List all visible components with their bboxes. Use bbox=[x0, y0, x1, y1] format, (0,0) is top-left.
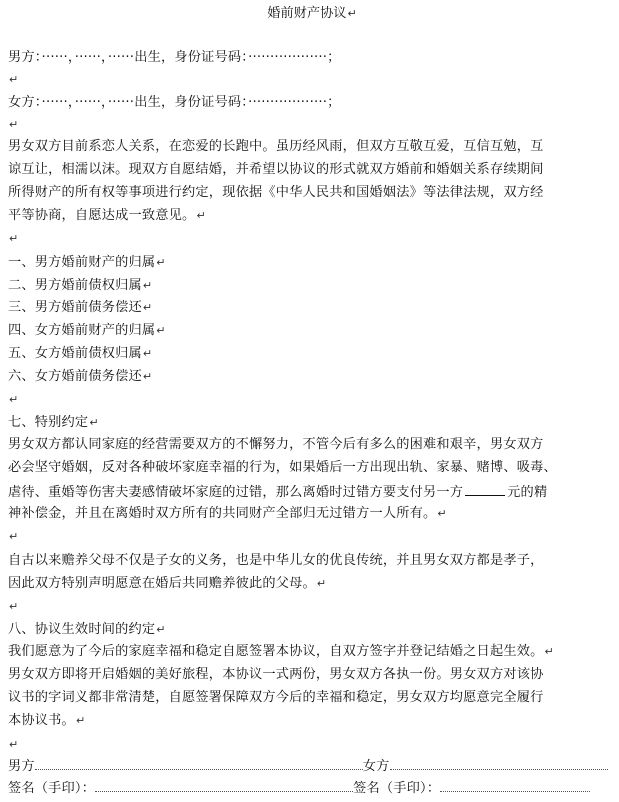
blank-line bbox=[8, 117, 18, 133]
section-heading bbox=[8, 278, 152, 294]
title-text: 婚前财产协议 bbox=[267, 6, 347, 21]
parents-line bbox=[8, 553, 544, 569]
special-heading-text: 七、特别约定 bbox=[8, 415, 89, 430]
male-party-text: 男方：······，······，······出生，身份证号码：··················； bbox=[8, 50, 341, 65]
male-signature-label: 男方 bbox=[8, 759, 35, 774]
paragraph-mark-icon: ↵ bbox=[89, 416, 99, 429]
compensation-amount-blank[interactable] bbox=[465, 483, 505, 496]
blank-line bbox=[8, 599, 18, 615]
paragraph-mark-icon: ↵ bbox=[347, 7, 357, 20]
paragraph-mark-icon: ↵ bbox=[9, 232, 19, 245]
male-sign-label: 签名（手印）： bbox=[8, 781, 96, 796]
section-text: 五、女方婚前债权归属 bbox=[8, 346, 142, 361]
section-heading bbox=[8, 369, 152, 385]
special-heading bbox=[8, 415, 99, 431]
effective-line bbox=[8, 690, 544, 706]
male-party-line bbox=[8, 50, 341, 66]
intro-text: 谅互让，相濡以沫。现双方自愿结婚，并希望以协议的形式就双方婚前和婚姻关系存续期间 bbox=[8, 162, 544, 177]
intro-line bbox=[8, 139, 544, 155]
effective-line bbox=[8, 644, 554, 660]
paragraph-mark-icon: ↵ bbox=[9, 393, 19, 406]
intro-line bbox=[8, 162, 544, 178]
special-text: 虐待、重婚等伤害夫妻感情破坏家庭的过错，那么离婚时过错方要支付另一方 bbox=[8, 485, 464, 500]
signature-row-names bbox=[8, 759, 608, 775]
intro-line bbox=[8, 185, 544, 201]
section-text: 六、女方婚前债务偿还 bbox=[8, 369, 142, 384]
paragraph-mark-icon: ↵ bbox=[156, 324, 166, 337]
special-text: 神补偿金，并且在离婚时双方所有的共同财产全部归无过错方一人所有。 bbox=[8, 506, 437, 521]
parents-line bbox=[8, 576, 326, 592]
paragraph-mark-icon: ↵ bbox=[9, 118, 19, 131]
paragraph-mark-icon: ↵ bbox=[9, 530, 19, 543]
intro-text: 男女双方目前系恋人关系，在恋爱的长跑中。虽历经风雨，但双方互敬互爱，互信互勉，互 bbox=[8, 139, 544, 154]
special-line bbox=[8, 437, 544, 453]
male-sign-field[interactable] bbox=[95, 781, 353, 792]
signature-row-marks bbox=[8, 781, 590, 797]
paragraph-mark-icon: ↵ bbox=[9, 73, 19, 86]
female-name-field[interactable] bbox=[390, 759, 608, 770]
paragraph-mark-icon: ↵ bbox=[9, 600, 19, 613]
special-line bbox=[8, 483, 547, 501]
section-text: 一、男方婚前财产的归属 bbox=[8, 255, 156, 270]
paragraph-mark-icon: ↵ bbox=[316, 577, 327, 590]
paragraph-mark-icon: ↵ bbox=[156, 623, 166, 636]
blank-line bbox=[8, 231, 18, 247]
paragraph-mark-icon: ↵ bbox=[544, 645, 554, 658]
paragraph-mark-icon: ↵ bbox=[196, 209, 206, 222]
effective-text: 我们愿意为了今后的家庭幸福和稳定自愿签署本协议，自双方签字并登记结婚之日起生效。 bbox=[8, 644, 544, 659]
effective-line bbox=[8, 713, 85, 729]
paragraph-mark-icon: ↵ bbox=[75, 714, 86, 727]
blank-line bbox=[8, 529, 18, 545]
section-heading bbox=[8, 300, 152, 316]
parents-text: 自古以来赡养父母不仅是子女的义务，也是中华儿女的优良传统，并且男女双方都是孝子， bbox=[8, 553, 544, 568]
male-name-field[interactable] bbox=[35, 759, 363, 770]
effective-line bbox=[8, 667, 544, 683]
section-heading bbox=[8, 255, 166, 271]
effective-text: 议书的字词义都非常清楚，自愿签署保障双方今后的幸福和稳定，男女双方均愿意完全履行 bbox=[8, 690, 544, 705]
section-text: 三、男方婚前债务偿还 bbox=[8, 300, 142, 315]
effective-heading bbox=[8, 622, 166, 638]
paragraph-mark-icon: ↵ bbox=[142, 279, 153, 292]
female-signature-label: 女方 bbox=[362, 759, 390, 774]
paragraph-mark-icon: ↵ bbox=[142, 347, 153, 360]
section-text: 四、女方婚前财产的归属 bbox=[8, 323, 156, 338]
female-sign-label: 签名（手印）： bbox=[353, 781, 441, 796]
female-party-text: 女方：······，······，······出生，身份证号码：··················； bbox=[8, 95, 341, 110]
special-line bbox=[8, 506, 447, 522]
paragraph-mark-icon: ↵ bbox=[142, 370, 153, 383]
paragraph-mark-icon: ↵ bbox=[156, 256, 166, 269]
special-line bbox=[8, 460, 557, 476]
female-party-line bbox=[8, 95, 341, 111]
paragraph-mark-icon: ↵ bbox=[9, 738, 19, 751]
blank-line bbox=[8, 72, 18, 88]
section-heading bbox=[8, 346, 152, 362]
paragraph-mark-icon: ↵ bbox=[437, 507, 447, 520]
blank-line bbox=[8, 737, 18, 753]
special-text-suffix: 元的精 bbox=[507, 485, 548, 500]
blank-line bbox=[8, 392, 18, 408]
female-sign-field[interactable] bbox=[440, 781, 590, 792]
effective-text: 本协议书。 bbox=[8, 713, 75, 728]
intro-text: 平等协商，自愿达成一致意见。 bbox=[8, 208, 196, 223]
special-text: 男女双方都认同家庭的经营需要双方的不懈努力，不管今后有多么的困难和艰辛，男女双方 bbox=[8, 437, 544, 452]
document-title bbox=[8, 6, 616, 22]
intro-text: 所得财产的所有权等事项进行约定，现依据《中华人民共和国婚姻法》等法律法规，双方经 bbox=[8, 185, 544, 200]
intro-line bbox=[8, 208, 206, 224]
effective-heading-text: 八、协议生效时间的约定 bbox=[8, 622, 156, 637]
section-heading bbox=[8, 323, 166, 339]
parents-text: 因此双方特别声明愿意在婚后共同赡养彼此的父母。 bbox=[8, 576, 316, 591]
section-text: 二、男方婚前债权归属 bbox=[8, 278, 142, 293]
paragraph-mark-icon: ↵ bbox=[142, 301, 153, 314]
special-text: 必会坚守婚姻，反对各种破坏家庭幸福的行为，如果婚后一方出现出轨、家暴、赌博、吸毒、 bbox=[8, 460, 557, 475]
effective-text: 男女双方即将开启婚姻的美好旅程，本协议一式两份，男女双方各执一份。男女双方对该协 bbox=[8, 667, 544, 682]
